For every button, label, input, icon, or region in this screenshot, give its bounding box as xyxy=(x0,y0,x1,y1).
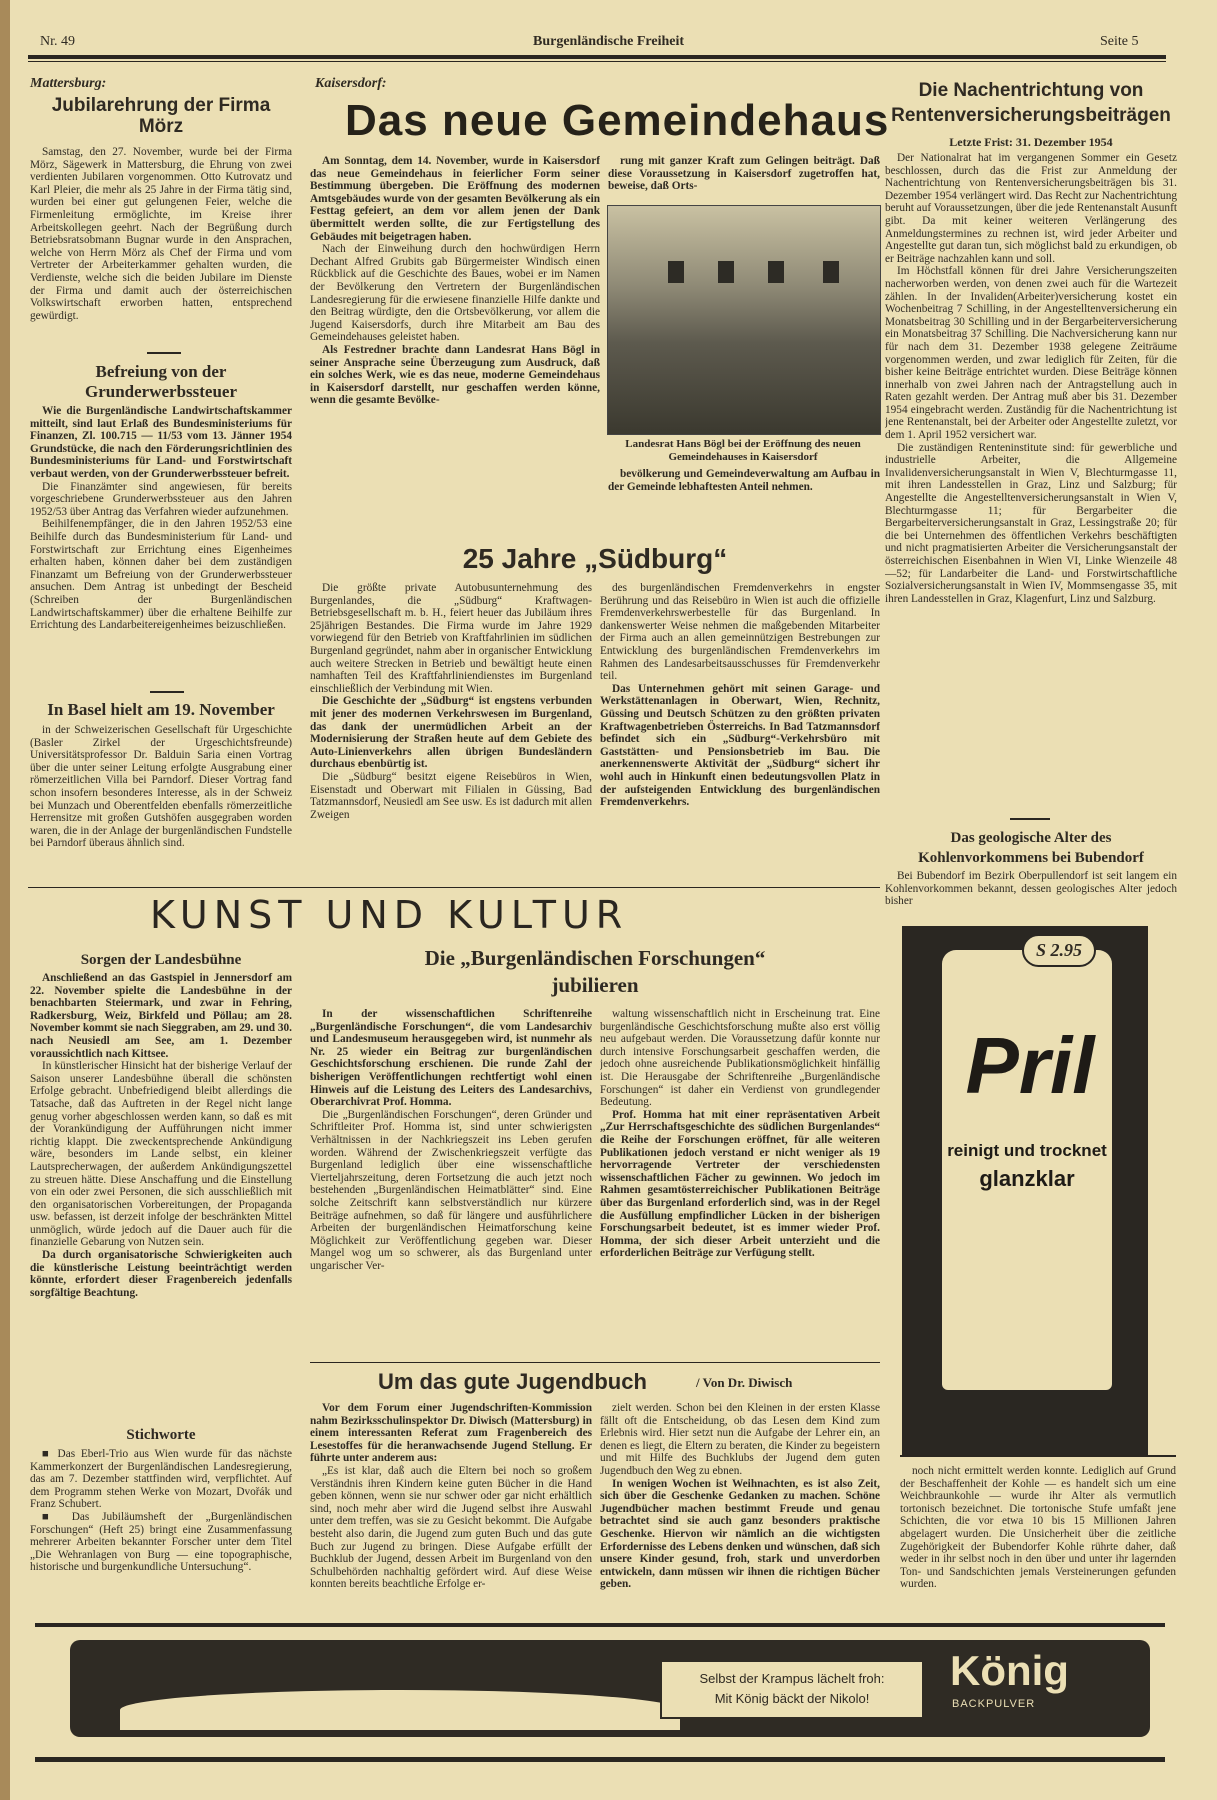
divider xyxy=(147,352,181,354)
paragraph: In der wissenschaftlichen Schriftenreihe „Burgenländische Forschungen“, die vom Landesarchiv und Landesmuseum herausgegeben wird, ist nunmehr als Nr. 25 wieder ein Beitrag zur burgenländischen Geschichtsforschung erschienen. Die runde Zahl der bisherigen Veröffentlichungen rechtfertigt wohl einen Hinweis auf die Leistung des Leiters des Landesarchivs, Oberarchivrat Prof. Homma. xyxy=(310,1008,592,1109)
paragraph: ■ Das Jubiläumsheft der „Burgenländischen Forschungen“ (Heft 25) bringt eine Zusammenfassung mehrerer Arbeiten bekannter Forscher unter dem Titel „Die Wehranlagen von Burg — eine topographische, historische und burgenkundliche Untersuchung“. xyxy=(30,1510,292,1574)
headline-basel: In Basel hielt am 19. November xyxy=(47,700,275,719)
headline-jugendbuch: Um das gute Jugendbuch xyxy=(378,1369,647,1394)
article-moerz-body xyxy=(30,146,292,356)
paragraph: Die Geschichte der „Südburg“ ist engstens verbunden mit jener des modernen Verkehrswesen im Burgenland, das dank der unermüdlichen Arbeit an der Modernisierung der Straßen heute auf dem Gebiete des Auto-Linienverkehrs allen übrigen Bundesländern durchaus ebenbürtig ist. xyxy=(310,695,592,771)
headline-gemeindehaus: Das neue Gemeindehaus xyxy=(345,96,890,145)
paragraph: in der Schweizerischen Gesellschaft für Urgeschichte (Basler Zirkel der Urgeschichtsfreunde) Universitätsprofessor Dr. Balduin Saria einen Vortrag über die unter seiner Leitung erfolgte Ausgrabung einer römerzeitlichen Villa bei Parndorf. Dieser Vortrag fand schon insofern besonderes Interesse, als in der Schweiz bei Munzach und Oberentfelden ebenfalls römerzeitliche Herrensitze mit großen Gutshöfen ausgegraben worden waren, die in der Anlage der burgenländischen Fundstelle bei Parndorf überaus ähnlich sind. xyxy=(30,724,292,850)
divider xyxy=(310,1362,880,1363)
paragraph: Am Sonntag, dem 14. November, wurde in Kaisersdorf das neue Gemeindehaus in feierlicher Form seiner Bestimmung übergeben. Die Eröffnung des modernen Amtsgebäudes wurde von der gesamten Bevölkerung als ein Festtag gefeiert, an dem vor allem jenen der Dank übermittelt werden sollte, die zur Fertigstellung des Gebäudes mit beigetragen haben. xyxy=(310,155,600,243)
kicker-kaisersdorf: Kaisersdorf: xyxy=(315,76,387,91)
paragraph: waltung wissenschaftlich nicht in Erscheinung trat. Eine burgenländische Geschichtsforschung mußte also erst völlig neu aufgebaut werden. Die Voraussetzung dafür konnte nur durch intensive Forschungsarbeit geschaffen werden, die jedoch ohne ausreichende Publikationsmöglichkeit hinfällig ist. Die Herausgabe der Schriftenreihe „Burgenländische Forschungen“ ist daher ein Verdienst von grundlegender Bedeutung. xyxy=(600,1008,880,1109)
paragraph: In künstlerischer Hinsicht hat der bisherige Verlauf der Saison unserer Landesbühne überall die schönsten Erfolge gebracht. Unbefriedigend bleibt allerdings die Tatsache, daß das Auftreten in der Regel nicht lange genug vorher abgeschlossen werden kann, so daß es mit der Vorankündigung der Aufführungen nicht immer richtig klappt. Die zweckentsprechende Ankündigung wäre, besonders im Lande selbst, ein kleiner Lautsprecherwagen, der außerdem Ankündigungszettel zu streuen hätte. Diese Anschaffung und die Einstellung von ein oder zwei Personen, die sich ausschließlich mit den organisatorischen Vorbereitungen, der Propaganda usw. befassen, ist derzeit infolge der beschränkten Mittel unmöglich, würde jedoch auf die Dauer auch für die finanzielle Gebarung von Nutzen sein. xyxy=(30,1060,292,1249)
ad-slogan-line-1: Selbst der Krampus lächelt froh: xyxy=(699,1671,885,1686)
paragraph: Die zuständigen Renteninstitute sind: für gewerbliche und industrielle Arbeiter, die Allgemeine Invalidenversicherungsanstalt in Wien V, Blechturmgasse 11, mit ihren Landesstellen in Graz, Linz und Salzburg; für Angestellte die Angestelltenversicherungsanstalt in Wien V, Blechturmgasse 11; für Bergarbeiter die Bergarbeiterversicherungsanstalt in Graz, Lessingstraße 20; für die bei Unternehmen des öffentlichen Verkehrs beschäftigten und nicht pragmatisierten Arbeiter die Versicherungsanstalt der österreichischen Eisenbahnen in Wien VI, Linke Wienzeile 48—52; für Landarbeiter die Land- und Forstwirtschaftliche Sozialversicherungsanstalt in Wien IV, Mommsengasse 35, mit ihren Landesstellen in Graz, Klagenfurt, Linz und Salzburg. xyxy=(885,441,1177,605)
article-basel-body xyxy=(30,724,292,884)
subheadline-frist: Letzte Frist: 31. Dezember 1954 xyxy=(949,135,1113,149)
page-edge xyxy=(0,0,10,1800)
paragraph: In wenigen Wochen ist Weihnachten, es ist also Zeit, sich über die Geschenke Gedanken zu machen. Schöne Jugendbücher machen bestimmt Freude und genau betrachtet sind sie auch ganz besonders praktische Geschenke. Hiervon wir nämlich an die wichtigsten Erfordernisse des Lebens denken und wünschen, daß sich unsere Kinder gesund, froh, stark und unverdorben entwickeln, dann müssen wir ihnen die richtigen Bücher geben. xyxy=(600,1477,880,1591)
paragraph: Prof. Homma hat mit einer repräsentativen Arbeit „Zur Herrschaftsgeschichte des südlichen Burgenlandes“ die Reihe der Forschungen eröffnet, für alle weiteren Publikationen jedoch verstand er nicht weniger als 19 hervorragende Vertreter der verschiedensten wissenschaftlichen Fächer zu gewinnen. Wo jedoch im Rahmen gesamtösterreichischer Publikationen Beiträge über das Burgenland erforderlich sind, was in der Regel die Ausfüllung empfindlicher Lücken in der bisherigen Forschungsarbeit bedeutet, ist es immer wieder Prof. Homma, der sich dieser Arbeit unterzieht und die erforderlichen Beiträge zur Verfügung stellt. xyxy=(600,1108,880,1260)
divider xyxy=(900,1455,1176,1457)
article-kohle-bottom xyxy=(900,1465,1176,1625)
article-kohle-top xyxy=(885,870,1177,908)
ad-rule-top xyxy=(35,1623,1165,1627)
paragraph: Der Nationalrat hat im vergangenen Sommer ein Gesetz beschlossen, durch das die Frist zur Anmeldung der Nachentrichtung von Rentenversicherungsbeiträgen bis 31. Dezember 1954 verlängert wird. Das Recht zur Nachentrichtung beruht auf Voraussetzungen, über die jede Rentenanstalt Ausunft gibt. Da mit keiner weiteren Verlängerung des Anmeldungstermines zu rechnen ist, wird jeder Arbeiter und Angestellte gut daran tun, sich möglichst bald zu erkundigen, ob er Beiträge nachzahlen kann und soll. xyxy=(885,152,1177,265)
pril-slogan-2: glanzklar xyxy=(979,1166,1075,1191)
article-suedburg-col-a xyxy=(310,582,592,880)
koenig-product: BACKPULVER xyxy=(952,1698,1036,1710)
masthead-rule xyxy=(28,55,1166,59)
paragraph: noch nicht ermittelt werden konnte. Lediglich auf Grund der Beschaffenheit der Kohle — es handelt sich um eine Weichbraunkohle — wurde ihr Alter als vermutlich tortonisch bezeichnet. Die tortonische Stufe umfaßt jene Schichten, die vor etwa 10 bis 15 Millionen Jahren abgelagert wurden. Die Unsicherheit über die zeitliche Zugehörigkeit der Bubendorfer Kohle rührte daher, daß weder in ihr selbst noch in den über und unter ihr lagernden Ton- und Sandschichten jemals Versteinerungen gefunden wurden. xyxy=(900,1465,1176,1591)
article-forschungen-col-b xyxy=(600,1008,880,1356)
paragraph: rung mit ganzer Kraft zum Gelingen beiträgt. Daß diese Voraussetzung in Kaisersdorf zugetroffen hat, beweise, daß Orts- xyxy=(608,155,880,193)
article-jugendbuch-col-b xyxy=(600,1402,880,1617)
paragraph: Das Unternehmen gehört mit seinen Garage- und Werkstättenanlagen in Oberwart, Wien, Rechnitz, Güssing und Deutsch Schützen zu den größten privaten Kraftwagenbetrieben Österreichs. In Bad Tatzmannsdorf befindet sich ein „Südburg“-Verkehrsbüro mit Gaststätten- und Pensionsbetrieb im Bau. Die anerkennenswerte Aktivität der „Südburg“ sichert ihr wohl auch in Hinkunft einen bedeutungsvollen Platz in der aufsteigenden Entwicklung des burgenländischen Fremdenverkehrs. xyxy=(600,682,880,809)
byline-diwisch: / Von Dr. Diwisch xyxy=(696,1375,793,1390)
headline-stichworte: Stichworte xyxy=(126,1427,196,1443)
headline-suedburg: 25 Jahre „Südburg“ xyxy=(462,543,728,574)
article-steuer-body xyxy=(30,405,292,677)
headline-forschungen: Die „Burgenländischen Forschungen“ xyxy=(424,946,766,970)
article-suedburg-col-b xyxy=(600,582,880,880)
article-renten-body xyxy=(885,152,1177,817)
paragraph: Vor dem Forum einer Jugendschriften-Kommission nahm Bezirksschulinspektor Dr. Diwisch (Mattersburg) in einem interessanten Referat zum Fragenbereich des Lesestoffes für die heranwachsende Jugend Stellung. Er führte unter anderem aus: xyxy=(310,1402,592,1465)
ad-slogan-line-2: Mit König bäckt der Nikolo! xyxy=(714,1691,870,1706)
page-number: Seite 5 xyxy=(1100,34,1139,49)
headline-landesbuehne: Sorgen der Landesbühne xyxy=(80,952,242,968)
paragraph: Samstag, den 27. November, wurde bei der Firma Mörz, Sägewerk in Mattersburg, die Ehrung von zwei verdienten Jubilaren vorgenommen. Otto Kutrovatz und Karl Pleier, die mehr als 25 Jahre in der Firma tätig sind, wurden bei einer gut gelungenen Feier, welche die Firmenleitung ermöglichte, im Kreise ihrer Arbeitskollegen geehrt. Nach der Begrüßung durch Betriebsratsobmann Bugnar wurde in den Ansprachen, welche von Herrn Mörz als Chef der Firma und vom Vertreter der Arbeiterkammer gehalten wurden, die Verdienste, welche sich die beiden Jubilare im Dienste der Firma und damit auch der österreichischen Volkswirtschaft erworben hatten, entsprechend gewürdigt. xyxy=(30,146,292,322)
divider xyxy=(1010,818,1050,820)
article-landesbuehne-body xyxy=(30,972,292,1410)
article-stichworte-body xyxy=(30,1448,292,1618)
koenig-advertisement xyxy=(70,1640,1150,1737)
article-gemeindehaus-col-b-bottom xyxy=(608,468,880,518)
paragraph: bevölkerung und Gemeindeverwaltung am Aufbau in der Gemeinde lebhaftesten Anteil nehmen. xyxy=(608,468,880,493)
pril-slogan-1: reinigt und trocknet xyxy=(947,1141,1107,1160)
ad-rule-bottom xyxy=(35,1757,1165,1762)
article-forschungen-col-a xyxy=(310,1008,592,1356)
paragraph: „Es ist klar, daß auch die Eltern bei noch so großem Verständnis ihren Kindern keine guten Bücher in die Hand geben können, wenn sie nur schwer oder gar nicht erhältlich sind, noch mehr aber wird die Jugend selbst ihre Auswahl unter dem treffen, was sie zu Gesicht bekommt. Die Aufgabe besteht also darin, die Jugend zum guten Buch und das gute Buch zur Jugend zu bringen. Diese Aufgabe erfüllt der Buchklub der Jugend, dessen Arbeit im Burgenland von den Schulbehörden nachhaltig gefördert wird. Auf diese Weise konnten bereits beachtliche Erfolge er- xyxy=(310,1464,592,1591)
ad-illustration-table xyxy=(120,1690,680,1730)
article-gemeindehaus-col-a xyxy=(310,155,600,550)
paragraph: Die „Burgenländischen Forschungen“, deren Gründer und Schriftleiter Prof. Homma ist, sind unter schwierigsten Verhältnissen in der Nachkriegszeit ins Leben gerufen worden. Während der Zwischenkriegszeit verfügte das Burgenland lediglich über eine wissenschaftliche Vierteljahrszeitung, deren Fortsetzung die auch jetzt noch bestehenden „Burgenländischen Heimatblätter“ sind. Eine solche Zeitschrift kann selbstverständlich nur kürzere Beiträge aufnehmen, so daß für längere und ausführlichere Arbeiten der burgenländischen Heimatforschung keine Möglichkeit zur Veröffentlichung gegeben war. Dieser Mangel wog um so schwerer, als das Burgenland unter ungarischer Ver- xyxy=(310,1108,592,1272)
issue-number: Nr. 49 xyxy=(40,34,75,49)
paragraph: Anschließend an das Gastspiel in Jennersdorf am 22. November spielte die Landesbühne in der benachbarten Steiermark, und zwar in Fehring, Radkersburg, Weiz, Birkfeld und Pöllau; am 28. November kommt sie nach Sieggraben, am 29. und 30. nach Neusiedl am See, am 1. Dezember voraussichtlich nach Kittsee. xyxy=(30,972,292,1060)
koenig-brand: König xyxy=(950,1647,1069,1694)
paragraph: Nach der Einweihung durch den hochwürdigen Herrn Dechant Alfred Grubits gab Bürgermeister Windisch einen Rückblick auf die Geschichte des Baues, wobei er im Namen der Bevölkerung den Vertretern der Burgenländischen Landesregierung für die erwiesene finanzielle Hilfe dankte und den Beitrag würdigte, den die Ortsbevölkerung, vor allem die Jugend Kaisersdorfs, durch ihre Mitarbeit am Bau des Gemeindehauses geleistet haben. xyxy=(310,243,600,344)
photo-opening-ceremony xyxy=(607,205,881,435)
paragraph: des burgenländischen Fremdenverkehrs in engster Berührung und das Reisebüro in Wien ist auch die offizielle Fremdenverkehrswerbestelle für das Burgenland. In dankenswerter Weise nehmen die maßgebenden Mitarbeiter der Firma auch an allen gemeinnützigen Bestrebungen zur Entwicklung des burgenländischen Fremdenverkehrs im Rahmen des Landesarbeitsausschusses für Fremdenverkehr teil. xyxy=(600,582,880,683)
paragraph: Als Festredner brachte dann Landesrat Hans Bögl in seiner Ansprache seine Überzeugung zum Ausdruck, daß ein solches Werk, wie es das neue, moderne Gemeindehaus in Kaisersdorf darstellt, nur geschaffen werden könne, wenn die gesamte Bevölke- xyxy=(310,343,600,407)
article-gemeindehaus-col-b-top xyxy=(608,155,880,205)
paragraph: Die größte private Autobusunternehmung des Burgenlandes, die „Südburg“ Kraftwagen-Betriebsgesellschaft m. b. H., feiert heuer das Jubiläum ihres 25jährigen Bestandes. Die Firma wurde im Jahre 1929 vorwiegend für den Betrieb von Kraftfahrlinien im südlichen Burgenland gegründet, nahm aber in organischer Entwicklung auch weitere Strecken in Betrieb und bewältigt heute einen namhaften Teil des Kraftfahrliniendienstes im Burgenland einschließlich der Verbindung mit Wien. xyxy=(310,582,592,695)
paragraph: Da durch organisatorische Schwierigkeiten auch die künstlerische Leistung beeinträchtigt werden könnte, erfordert dieser Fragenbereich jedenfalls sorgfältige Beachtung. xyxy=(30,1249,292,1299)
section-heading-kunst-und-kultur: KUNST UND KULTUR xyxy=(150,893,629,937)
paragraph: ■ Das Eberl-Trio aus Wien wurde für das nächste Kammerkonzert der Burgenländischen Landesregierung, das am 7. Dezember stattfinden wird, verpflichtet. Auf dem Programm stehen Werke von Mozart, Dvořák und Franz Schubert. xyxy=(30,1448,292,1511)
headline-grunderwerbssteuer: Befreiung von der Grunderwerbssteuer xyxy=(84,362,238,401)
divider xyxy=(150,691,184,693)
ad-slogan-box xyxy=(660,1660,924,1719)
pril-price: S 2.95 xyxy=(1022,934,1096,967)
photo-caption: Landesrat Hans Bögl bei der Eröffnung des neuen Gemeindehauses in Kaisersdorf xyxy=(625,438,861,463)
headline-moerz: Jubilarehrung der Firma Mörz xyxy=(51,95,271,137)
paragraph: Die „Südburg“ besitzt eigene Reisebüros in Wien, Eisenstadt und Oberwart mit Filialen in Güssing, Bad Tatzmannsdorf, Neusiedl am See usw. Es ist dadurch mit allen Zweigen xyxy=(310,770,592,821)
paragraph: Wie die Burgenländische Landwirtschaftskammer mitteilt, sind laut Erlaß des Bundesministeriums für Finanzen, Zl. 100.715 — 11/53 vom 13. Jänner 1954 Grundstücke, die nach den Förderungsrichtlinien des Bundesministeriums für Land- und Forstwirtschaft verbaut werden, von der Grunderwerbssteuer befreit. xyxy=(30,405,292,480)
paragraph: Beihilfenempfänger, die in den Jahren 1952/53 eine Beihilfe durch das Bundesministerium für Land- und Forstwirtschaft zur Errichtung eines Eigenheimes erhalten haben, können daher bei dem zuständigen Finanzamt um Befreiung von der Grunderwerbssteuer ansuchen. Dem Antrag ist unbedingt der Bescheid (Schreiben der Burgenländischen Landwirtschaftskammer) über die erhaltene Beihilfe zur Errichtung des Landarbeitereigenheimes beizuschließen. xyxy=(30,518,292,632)
masthead-rule-thin xyxy=(28,61,1166,62)
paragraph: Die Finanzämter sind angewiesen, für bereits vorgeschriebene Grunderwerbssteuer aus den Jahren 1952/53 über Antrag das Verfahren wieder aufzunehmen. xyxy=(30,480,292,518)
pril-brand: Pril xyxy=(965,1021,1095,1110)
headline-renten: Die Nachentrichtung von Rentenversicherungsbeiträgen xyxy=(891,80,1171,126)
section-rule xyxy=(28,887,880,888)
headline-kohle: Das geologische Alter des Kohlenvorkommens bei Bubendorf xyxy=(918,830,1144,866)
paragraph: zielt werden. Schon bei den Kleinen in der ersten Klasse fällt oft die Entscheidung, ob das Lesen dem Kind zum Erlebnis wird. Hier setzt nun die Aufgabe der Lehrer ein, an denen es liegt, die Eltern zu beraten, die Kinder zu begeistern und mit Hilfe des Buchklubs der Jugend dem guten Jugendbuch den Weg zu ebnen. xyxy=(600,1402,880,1477)
paragraph: Bei Bubendorf im Bezirk Oberpullendorf ist seit langem ein Kohlenvorkommen bekannt, dessen geologisches Alter jedoch bisher xyxy=(885,870,1177,908)
article-jugendbuch-col-a xyxy=(310,1402,592,1617)
kicker-mattersburg: Mattersburg: xyxy=(30,76,107,91)
pril-advertisement xyxy=(902,926,1148,1456)
headline-forschungen-sub: jubilieren xyxy=(551,973,639,997)
paragraph: Im Höchstfall können für drei Jahre Versicherungszeiten nacherworben werden, von denen zwei auch für die Wartezeit zählen. In der Invaliden(Arbeiter)versicherung kostet ein Wochenbeitrag 7 Schilling, in der Angestelltenversicherung ein Monatsbeitrag 30 Schilling und in der Bergarbeiterversicherung ein Monatsbeitrag 37 Schilling. Die Nachversicherung kann nur für nach dem 31. Dezember 1938 gelegene Zeiträume vorgenommen werden, und zwar lediglich für Zeiten, für die bisher keine Beiträge entrichtet wurden. Diese Beiträge können innerhalb von zwei Jahren nach der Antragstellung auch in Raten gezahlt werden. Der Antrag muß aber bis 31. Dezember 1954 eingebracht werden. Zuständig für die Nachentrichtung ist jene Rentenanstalt, bei der Arbeiter oder Angestellte zuletzt, vor dem 1. April 1952 versichert war. xyxy=(885,265,1177,442)
newspaper-title: Burgenländische Freiheit xyxy=(532,34,685,49)
